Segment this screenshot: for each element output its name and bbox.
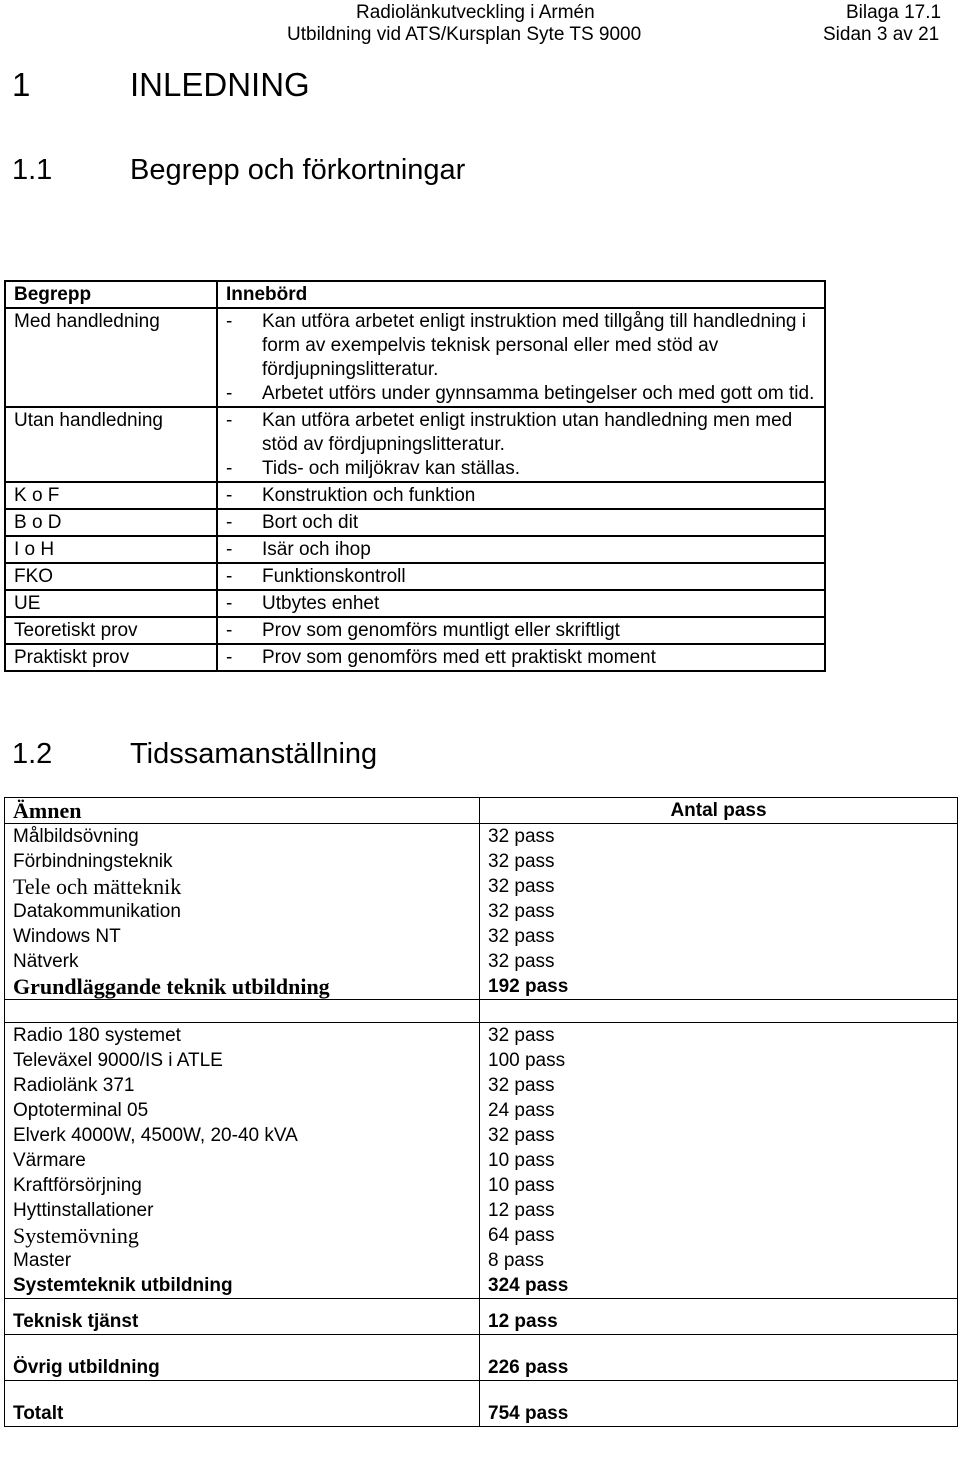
schedule-subject: Televäxel 9000/IS i ATLE: [13, 1050, 223, 1071]
schedule-subtotal-count: 324 pass: [488, 1275, 569, 1296]
section-1-2-title: Tidssamanställning: [130, 738, 378, 770]
concepts-row: [5, 590, 825, 617]
list-dash: -: [226, 311, 233, 332]
schedule-subject: Windows NT: [13, 926, 121, 947]
schedule-subtotal-subject: Systemteknik utbildning: [13, 1275, 233, 1296]
header-title-line2: Utbildning vid ATS/Kursplan Syte TS 9000: [287, 24, 642, 45]
concepts-header-meaning: Innebörd: [217, 281, 825, 308]
concept-meaning: [217, 590, 825, 617]
concept-meaning-text: Utbytes enhet: [262, 593, 380, 614]
concept-meaning-item: [226, 538, 816, 562]
list-dash: -: [226, 410, 233, 431]
list-dash: -: [226, 458, 233, 479]
concept-term: I o H: [5, 536, 217, 563]
concepts-row: [5, 407, 825, 482]
concept-meaning-text: Bort och dit: [262, 512, 359, 533]
section-1-heading: [12, 66, 310, 104]
total-count: 754 pass: [480, 1381, 958, 1427]
schedule-count: 32 pass: [488, 826, 555, 847]
concept-meaning-text: Tids- och miljökrav kan ställas.: [262, 458, 520, 479]
header-title-line1: Radiolänkutveckling i Armén: [356, 2, 595, 23]
concept-meaning-item: [226, 457, 816, 481]
schedule-subject: Optoterminal 05: [13, 1100, 149, 1121]
schedule-header-count: Antal pass: [480, 798, 958, 824]
concept-meaning-item: [226, 511, 816, 535]
concept-meaning: [217, 644, 825, 671]
technical-service-count: 12 pass: [480, 1299, 958, 1335]
schedule-count: 24 pass: [488, 1100, 555, 1121]
concepts-row: [5, 644, 825, 671]
list-dash: -: [226, 593, 233, 614]
concepts-body: [5, 308, 825, 671]
schedule-count: 32 pass: [488, 926, 555, 947]
concept-meaning-item: [226, 646, 816, 670]
schedule-group2-counts: [480, 1023, 958, 1299]
concepts-row: [5, 563, 825, 590]
concept-meaning-text: Funktionskontroll: [262, 566, 406, 587]
schedule-subject: Radio 180 systemet: [13, 1025, 181, 1046]
schedule-table: [4, 797, 958, 1427]
concept-term: K o F: [5, 482, 217, 509]
concept-meaning: [217, 407, 825, 482]
schedule-group1-counts: [480, 824, 958, 1000]
concept-term: Utan handledning: [5, 407, 217, 482]
schedule-subject: Radiolänk 371: [13, 1075, 135, 1096]
concept-meaning-text: Prov som genomförs med ett praktiskt moment: [262, 647, 656, 668]
schedule-subject: Systemövning: [13, 1223, 139, 1248]
list-dash: -: [226, 485, 233, 506]
list-dash: -: [226, 383, 233, 404]
concept-meaning: [217, 617, 825, 644]
concepts-row: [5, 509, 825, 536]
list-dash: -: [226, 566, 233, 587]
concept-meaning: [217, 482, 825, 509]
schedule-spacer-row: [5, 1000, 958, 1023]
schedule-group1-subjects: [5, 824, 480, 1000]
concept-term: FKO: [5, 563, 217, 590]
other-training-count: 226 pass: [480, 1335, 958, 1381]
list-dash: -: [226, 647, 233, 668]
section-1-2-heading: [12, 738, 377, 771]
schedule-group2-subjects: [5, 1023, 480, 1299]
concept-meaning-text: Konstruktion och funktion: [262, 485, 476, 506]
concept-meaning-text: Kan utföra arbetet enligt instruktion med tillgång till handledning i form av exempelvis teknisk personal eller med stöd av fördjupningslitteratur.: [262, 311, 806, 380]
concepts-row: [5, 617, 825, 644]
list-dash: -: [226, 539, 233, 560]
schedule-group2-row: [5, 1023, 958, 1299]
concepts-row: [5, 308, 825, 407]
concept-meaning: [217, 509, 825, 536]
concepts-header-term: Begrepp: [5, 281, 217, 308]
section-1-1-title: Begrepp och förkortningar: [130, 154, 466, 186]
schedule-subject: Hyttinstallationer: [13, 1200, 154, 1221]
schedule-count: 10 pass: [488, 1150, 555, 1171]
schedule-count: 32 pass: [488, 1075, 555, 1096]
section-1-2-number: 1.2: [12, 738, 53, 770]
schedule-subtotal-subject: Grundläggande teknik utbildning: [13, 974, 330, 999]
concept-meaning-item: [226, 382, 816, 406]
schedule-subject: Nätverk: [13, 951, 79, 972]
concepts-header-row: [5, 281, 825, 308]
concept-meaning: [217, 536, 825, 563]
schedule-count: 32 pass: [488, 1125, 555, 1146]
header-appendix: Bilaga 17.1: [846, 2, 942, 23]
schedule-count: 32 pass: [488, 951, 555, 972]
schedule-subject: Elverk 4000W, 4500W, 20-40 kVA: [13, 1125, 298, 1146]
concept-meaning-item: [226, 310, 816, 382]
section-1-1-number: 1.1: [12, 154, 53, 186]
concept-meaning-item: [226, 592, 816, 616]
schedule-subtotal-count: 192 pass: [488, 976, 569, 997]
concept-term: Praktiskt prov: [5, 644, 217, 671]
schedule-subject: Kraftförsörjning: [13, 1175, 142, 1196]
concept-term: B o D: [5, 509, 217, 536]
total-subject: Totalt: [5, 1381, 480, 1427]
schedule-count: 32 pass: [488, 876, 555, 897]
technical-service-subject: Teknisk tjänst: [5, 1299, 480, 1335]
schedule-total-row: [5, 1381, 958, 1427]
concepts-table: [4, 280, 826, 672]
concept-meaning: [217, 308, 825, 407]
concept-meaning: [217, 563, 825, 590]
schedule-header-subject: Ämnen: [5, 798, 480, 824]
schedule-subject: Målbildsövning: [13, 826, 139, 847]
schedule-subject: Värmare: [13, 1150, 86, 1171]
schedule-subject: Förbindningsteknik: [13, 851, 173, 872]
concept-meaning-text: Prov som genomförs muntligt eller skriftligt: [262, 620, 620, 641]
schedule-count: 10 pass: [488, 1175, 555, 1196]
schedule-count: 32 pass: [488, 1025, 555, 1046]
concepts-row: [5, 482, 825, 509]
schedule-count: 32 pass: [488, 901, 555, 922]
concept-term: Med handledning: [5, 308, 217, 407]
schedule-group1-row: [5, 824, 958, 1000]
list-dash: -: [226, 620, 233, 641]
section-1-1-heading: [12, 154, 465, 187]
schedule-technical-service-row: [5, 1299, 958, 1335]
schedule-count: 32 pass: [488, 851, 555, 872]
schedule-count: 8 pass: [488, 1250, 544, 1271]
header-page-number: Sidan 3 av 21: [823, 24, 940, 45]
concept-meaning-item: [226, 619, 816, 643]
concepts-row: [5, 536, 825, 563]
other-training-subject: Övrig utbildning: [5, 1335, 480, 1381]
list-dash: -: [226, 512, 233, 533]
schedule-subject: Tele och mätteknik: [13, 874, 182, 899]
concept-meaning-text: Kan utföra arbetet enligt instruktion utan handledning men med stöd av fördjupningslitteratur.: [262, 410, 793, 455]
section-1-number: 1: [12, 66, 31, 103]
schedule-other-training-row: [5, 1335, 958, 1381]
concept-meaning-item: [226, 484, 816, 508]
concept-meaning-item: [226, 565, 816, 589]
concept-meaning-text: Arbetet utförs under gynnsamma betingelser och med gott om tid.: [262, 383, 815, 404]
section-1-title: INLEDNING: [130, 66, 310, 103]
schedule-header-row: [5, 798, 958, 824]
concept-term: UE: [5, 590, 217, 617]
schedule-count: 100 pass: [488, 1050, 566, 1071]
concept-meaning-text: Isär och ihop: [262, 539, 371, 560]
concept-meaning-item: [226, 409, 816, 457]
schedule-subject: Datakommunikation: [13, 901, 181, 922]
schedule-count: 12 pass: [488, 1200, 555, 1221]
schedule-subject: Master: [13, 1250, 72, 1271]
concept-term: Teoretiskt prov: [5, 617, 217, 644]
schedule-count: 64 pass: [488, 1225, 555, 1246]
